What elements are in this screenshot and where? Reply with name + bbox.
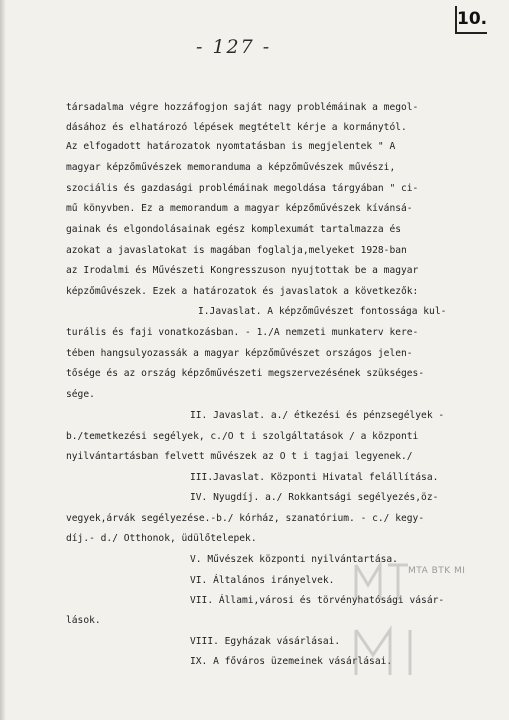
handwritten-page-number: - 127 - [196, 36, 272, 58]
body-line: díj.- d./ Otthonok, üdülőtelepek. [66, 533, 257, 544]
body-line: társadalma végre hozzáfogjon saját nagy problémáinak a megol- [66, 102, 419, 113]
proposal-heading: V. Művészek központi nyilvántartása. [190, 554, 398, 565]
proposal-heading: IV. Nyugdíj. a./ Rokkantsági segélyezés,öz- [190, 492, 439, 503]
body-line: gainak és elgondolásainak egész komplexumát tartalmazza és [66, 224, 402, 235]
body-line: sége. [66, 389, 95, 400]
body-line: magyar képzőművészek memoranduma a képzőművészek művészi, [66, 162, 396, 173]
body-line: tősége és az ország képzőművészeti megszervezésének szükséges- [66, 368, 425, 379]
body-line: nyilvántartásban felvett művészek az O t i tagjai legyenek./ [66, 451, 413, 462]
body-line: azokat a javaslatokat is magában foglalja,melyeket 1928-ban [66, 245, 407, 256]
proposal-heading: III.Javaslat. Központi Hivatal felállítása. [190, 472, 439, 483]
proposal-heading: VI. Általános irányelvek. [190, 575, 335, 586]
body-line: turális és faji vonatkozásban. - 1./A nemzeti munkaterv kere- [66, 327, 419, 338]
proposal-heading: I.Javaslat. A képzőművészet fontossága kul- [198, 306, 447, 317]
proposal-heading: VIII. Egyházak vásárlásai. [190, 636, 341, 647]
body-line: dásához és elhatározó lépések megtételt kérje a kormánytól. [66, 122, 407, 133]
proposal-heading: II. Javaslat. a./ étkezési és pénzsegélyek - [190, 410, 445, 421]
body-line: vegyek,árvák segélyezése.-b./ kórház, szanatórium. - c./ kegy- [66, 513, 425, 524]
proposal-heading: VII. Állami,városi és törvényhatósági vásár- [190, 595, 445, 606]
body-line: lások. [66, 615, 101, 626]
body-line: az Irodalmi és Művészeti Kongresszuson nyujtottak be a magyar [66, 265, 419, 276]
body-line: képzőművészek. Ezek a határozatok és javaslatok a következők: [66, 286, 419, 297]
watermark-text: MTA BTK MI [408, 566, 466, 576]
body-line: mű könyvben. Ez a memorandum a magyar képzőművészek kívánsá- [66, 203, 413, 214]
body-line: szociális és gazdasági problémáinak megoldása tárgyában " ci- [66, 183, 419, 194]
body-line: tében hangsulyozassák a magyar képzőművészet országos jelen- [66, 348, 413, 359]
body-line: Az elfogadott határozatok nyomtatásban is megjelentek " A [66, 141, 396, 152]
scan-edge-shadow [0, 0, 6, 720]
proposal-heading: IX. A főváros üzemeinek vásárlásai. [190, 656, 393, 667]
body-line: b./temetkezési segélyek, c./O t i szolgáltatások / a központi [66, 431, 419, 442]
corner-sheet-number: 10. [455, 6, 487, 34]
